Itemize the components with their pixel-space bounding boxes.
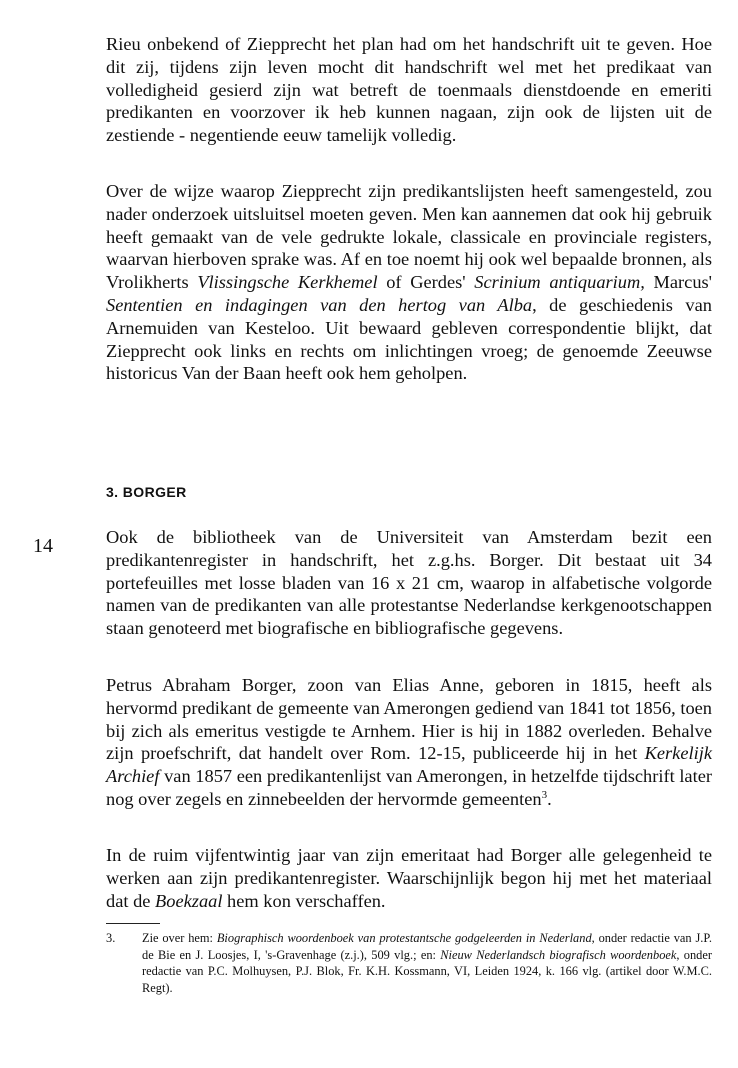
footnote bbox=[106, 930, 712, 996]
text-run: , de geschiedenis van Arnemuiden van Kesteloo. Uit bewaard gebleven correspondentie blijkt, dat Ziepprecht ook links en rechts om inlichtingen vroeg; de genoemde Zeeuwse historicus Van der Baan heeft ook hem geholpen. bbox=[106, 294, 712, 384]
text-run: , onder redactie van P.C. Molhuysen, P.J. Blok, Fr. K.H. Kossmann, VI, Leiden 1924, k. 166 vlg. (artikel door W.M.C. Regt). bbox=[142, 947, 712, 995]
footnote-reference[interactable]: 3 bbox=[541, 788, 548, 801]
paragraph-ziepprecht-sources bbox=[106, 180, 712, 385]
text-run: In de ruim vijfentwintig jaar van zijn emeritaat had Borger alle gelegenheid te werken aan zijn predikantenregister. Waarschijnlijk begon hij met het materiaal dat de bbox=[106, 845, 712, 911]
text-run: Petrus Abraham Borger, zoon van Elias Anne, geboren in 1815, heeft als hervormd predikant de gemeente van Amerongen gediend van 1841 tot 1856, toen bij zich als emeritus vestigde te Arnhem. Hier is hij in 1882 overleden. Behalve zijn proefschrift, dat handelt over Rom. 12-15, publiceerde hij in het bbox=[106, 675, 712, 764]
text-run: . bbox=[547, 788, 552, 809]
text-run: Zie over hem: bbox=[142, 931, 217, 945]
journal-title: Boekzaal bbox=[155, 890, 223, 911]
book-title: Sententien en indagingen van den hertog van Alba bbox=[106, 294, 533, 315]
text-run: hem kon verschaffen. bbox=[222, 890, 386, 911]
paragraph-borger-emeritus bbox=[106, 844, 712, 912]
paragraph-borger-biography bbox=[106, 674, 712, 811]
footnote-divider bbox=[106, 923, 160, 924]
text-run: Over de wijze waarop Ziepprecht zijn predikantslijsten heeft samengesteld, zou nader onderzoek uitsluitsel moeten geven. Men kan aannemen dat ook hij gebruik heeft gemaakt van de vele gedrukte lokale, classicale en provinciale registers, waarvan hierboven sprake was. Af en toe noemt hij ook wel bepaalde bronnen, als Vrolikherts bbox=[106, 181, 712, 293]
text-run: of Gerdes' bbox=[377, 272, 475, 293]
paragraph-ziepprecht-intro: Rieu onbekend of Ziepprecht het plan had om het handschrift uit te geven. Hoe dit zij, tijdens zijn leven mocht dit handschrift wel met het predikaat van volledigheid gesierd zijn wat betreft de toenmaals dienstdoende en emeriti predikanten en voorzover ik heb kunnen nagaan, zijn ook de lijsten uit de zestiende - negentiende eeuw tamelijk volledig. bbox=[106, 34, 712, 146]
reference-title: Nieuw Nederlandsch biografisch woordenboek bbox=[440, 947, 677, 962]
page-number: 14 bbox=[33, 535, 53, 557]
paragraph-borger-register: Ook de bibliotheek van de Universiteit van Amsterdam bezit een predikantenregister in handschrift, het z.g.hs. Borger. Dit bestaat uit 34 portefeuilles met losse bladen van 16 x 21 cm, waarop in alfabetische volgorde namen van de predikanten van alle protestantse Nederlandse kerkgenootschappen staan genoteerd met biografische en bibliografische gegevens. bbox=[106, 527, 712, 639]
book-title: Scrinium antiquarium, bbox=[474, 272, 645, 293]
text-run: Marcus' bbox=[644, 272, 712, 293]
text-run: , onder redactie van J.P. de Bie en J. Loosjes, I, 's-Gravenhage (z.j.), 509 vlg.; en: bbox=[142, 931, 712, 962]
footnote-number: 3. bbox=[106, 931, 116, 945]
book-title: Vlissingsche Kerkhemel bbox=[197, 272, 378, 293]
journal-title: Kerkelijk Archief bbox=[106, 743, 712, 787]
section-heading: 3. BORGER bbox=[106, 484, 187, 500]
reference-title: Biographisch woordenboek van protestantsche godgeleerden in Nederland bbox=[216, 931, 592, 945]
footnote-text bbox=[142, 930, 712, 996]
text-run: van 1857 een predikantenlijst van Amerongen, in hetzelfde tijdschrift later nog over zegels en zinnebeelden der hervormde gemeenten bbox=[106, 766, 712, 809]
